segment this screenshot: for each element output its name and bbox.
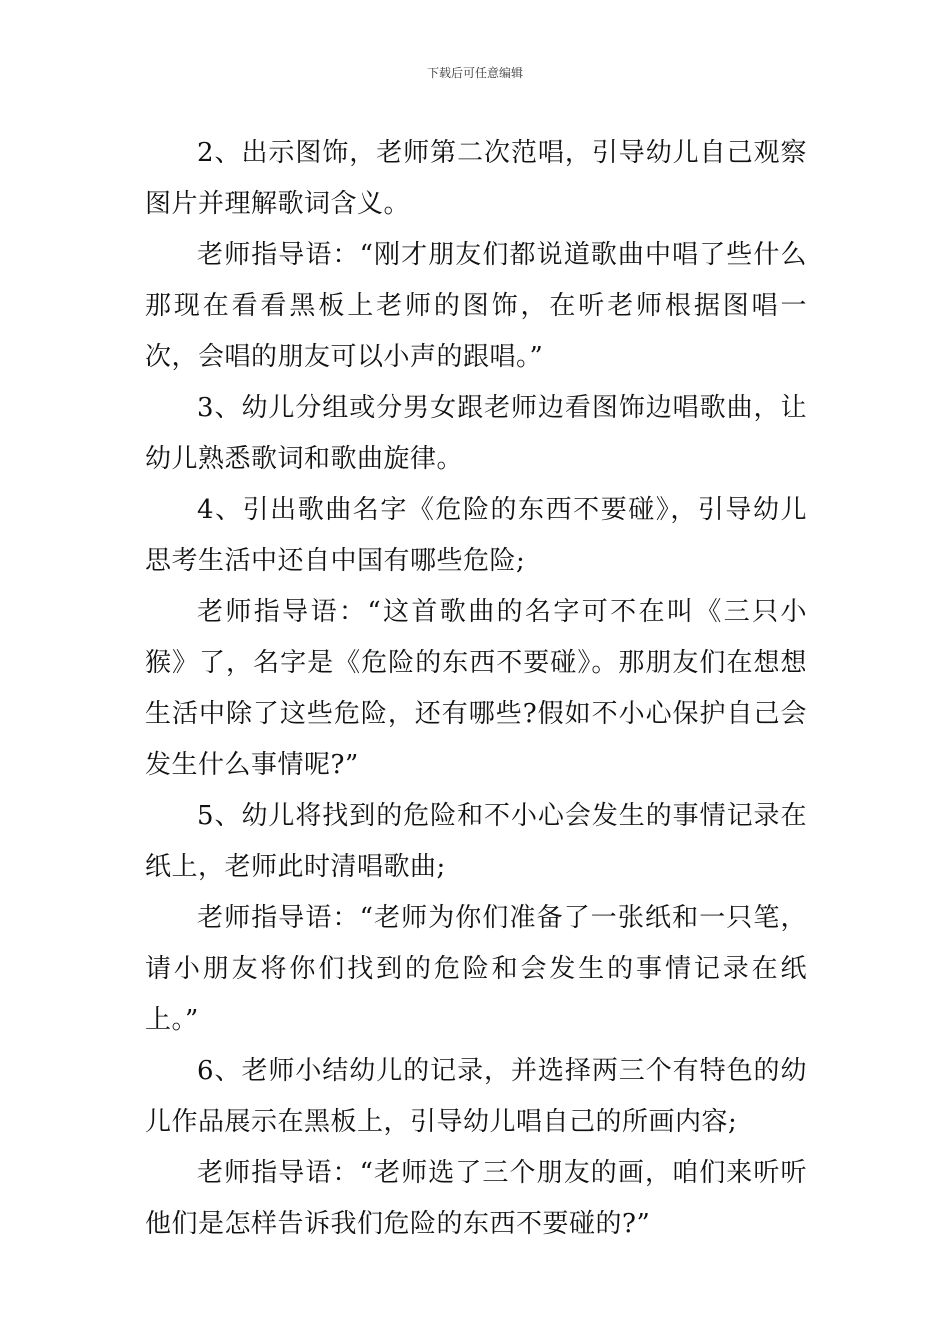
paragraph-step-5: 5、幼儿将找到的危险和不小心会发生的事情记录在纸上，老师此时清唱歌曲; xyxy=(145,801,807,882)
paragraph-step-2: 2、出示图饰，老师第二次范唱，引导幼儿自己观察图片并理解歌词含义。 xyxy=(145,138,807,219)
paragraph-guidance-3: 老师指导语：“老师为你们准备了一张纸和一只笔，请小朋友将你们找到的危险和会发生的事情记录在纸上。” xyxy=(145,903,807,1035)
page-header: 下载后可任意编辑 xyxy=(426,66,523,80)
paragraph-guidance-1: 老师指导语：“刚才朋友们都说道歌曲中唱了些什么那现在看看黑板上老师的图饰，在听老师根据图唱一次，会唱的朋友可以小声的跟唱。” xyxy=(145,240,807,372)
paragraph-guidance-2: 老师指导语：“这首歌曲的名字可不在叫《三只小猴》了，名字是《危险的东西不要碰》。那朋友们在想想生活中除了这些危险，还有哪些?假如不小心保护自己会发生什么事情呢?” xyxy=(145,597,807,780)
paragraph-step-4: 4、引出歌曲名字《危险的东西不要碰》，引导幼儿思考生活中还自中国有哪些危险; xyxy=(145,495,807,576)
document-body xyxy=(145,128,807,1250)
paragraph-step-6: 6、老师小结幼儿的记录，并选择两三个有特色的幼儿作品展示在黑板上，引导幼儿唱自己的所画内容; xyxy=(145,1056,807,1137)
paragraph-guidance-4: 老师指导语：“老师选了三个朋友的画，咱们来听听他们是怎样告诉我们危险的东西不要碰的?” xyxy=(145,1158,807,1239)
paragraph-step-3: 3、幼儿分组或分男女跟老师边看图饰边唱歌曲，让幼儿熟悉歌词和歌曲旋律。 xyxy=(145,393,807,474)
